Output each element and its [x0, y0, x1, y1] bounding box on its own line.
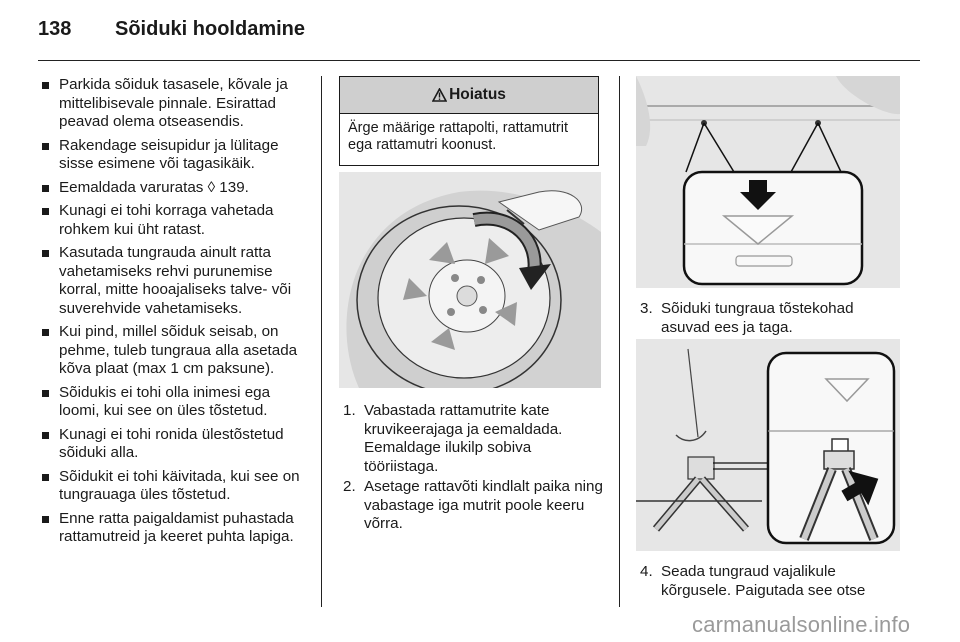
list-item [343, 402, 605, 476]
warning-header [340, 77, 598, 114]
list-item: Kasutada tungrauda ainult ratta vahetamiseks rehvi purunemise korral, mitte hooajaliseks talve- või suverehvide vahetamiseks. [40, 244, 310, 318]
step-number: 3. [640, 300, 653, 317]
page-number: 138 [38, 18, 72, 40]
step-text: Sõiduki tungraua tõstekohad asuvad ees ja taga. [661, 300, 854, 336]
header-rule [38, 60, 920, 61]
step-number: 1. [343, 402, 356, 419]
list-item: Parkida sõiduk tasasele, kõvale ja mittelibisevale pinnale. Esirattad peavad olema otseasendis. [40, 76, 310, 132]
list-item: Kunagi ei tohi korraga vahetada rohkem kui üht ratast. [40, 202, 310, 239]
steps-middle [343, 402, 605, 534]
warning-box [339, 76, 599, 166]
step-text: Vabastada rattamutrite kate kruvikeerajaga ja eemaldada. Eemaldage ilukilp sobiva tööriistaga. [364, 402, 563, 475]
page-title: Sõiduki hooldamine [115, 18, 306, 40]
step-number: 2. [343, 478, 356, 495]
step-text: Asetage rattavõti kindlalt paika ning vabastage iga mutrit poole keeru võrra. [364, 478, 603, 532]
precaution-list [40, 76, 310, 552]
jacking-points-illustration [636, 76, 900, 288]
page-header [38, 18, 922, 50]
column-divider-right [619, 76, 620, 607]
warning-triangle-icon [432, 88, 447, 102]
list-item: Sõidukis ei tohi olla inimesi ega loomi, kui see on üles tõstetud. [40, 384, 310, 421]
jack-placement-illustration [636, 339, 900, 551]
steps-right-top [640, 300, 902, 337]
steps-right-bottom [640, 563, 902, 600]
list-item [640, 300, 902, 337]
list-item: Kui pind, millel sõiduk seisab, on pehme, tuleb tungraua alla asetada kõva plaat (max 1 cm paksune). [40, 323, 310, 379]
warning-text: Ärge määrige rattapolti, rattamutrit ega rattamutri koonust. [348, 120, 569, 153]
list-item: Eemaldada varuratas ◊ 139. [40, 179, 310, 198]
list-item [343, 478, 605, 534]
list-item: Kunagi ei tohi ronida ülestõstetud sõiduki alla. [40, 426, 310, 463]
list-item: Rakendage seisupidur ja lülitage sisse esimene või tagasikäik. [40, 137, 310, 174]
step-text: Seada tungraud vajalikule kõrgusele. Paigutada see otse [661, 563, 866, 599]
watermark-text: carmanualsonline.info [692, 612, 911, 637]
list-item: Enne ratta paigaldamist puhastada rattamutreid ja keeret puhta lapiga. [40, 510, 310, 547]
list-item [640, 563, 902, 600]
wheel-cover-illustration [339, 172, 601, 388]
column-divider-left [321, 76, 322, 607]
step-number: 4. [640, 563, 653, 580]
warning-title: Hoiatus [449, 86, 506, 103]
list-item: Sõidukit ei tohi käivitada, kui see on tungrauaga üles tõstetud. [40, 468, 310, 505]
